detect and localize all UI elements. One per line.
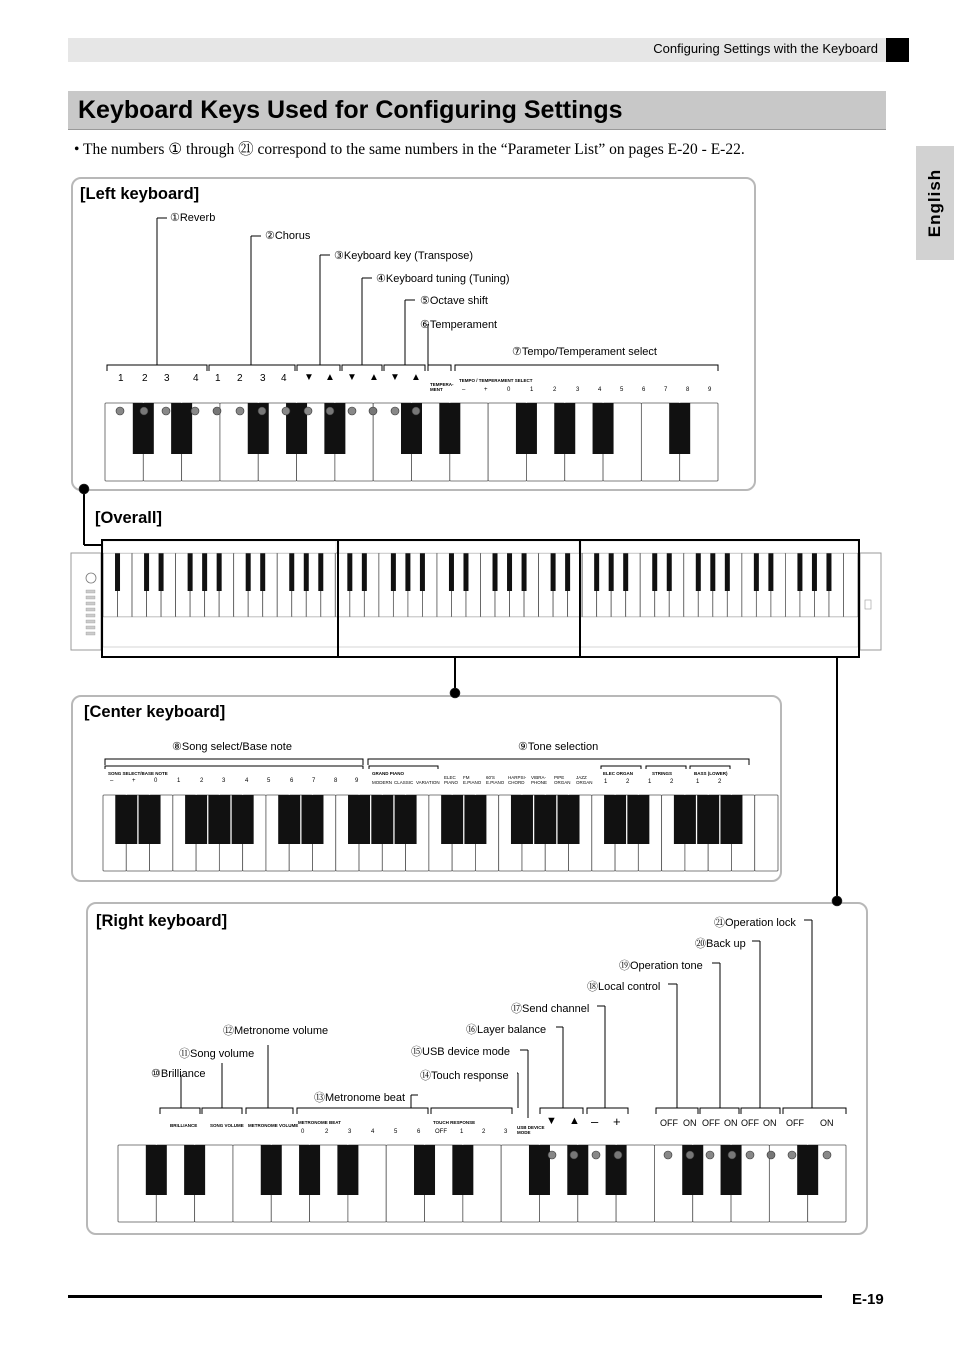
key-number: 1	[215, 373, 221, 384]
key-marker	[570, 1151, 578, 1159]
black-key	[144, 553, 149, 591]
temperament-key-label: TEMPERA- MENT	[430, 382, 454, 392]
callout-usb-device-mode: ⑮USB device mode	[411, 1046, 511, 1058]
key-marker	[664, 1151, 672, 1159]
black-key	[208, 795, 230, 844]
group-bracket	[368, 759, 749, 765]
group-bracket	[700, 1108, 739, 1114]
off-label: OFF	[660, 1118, 678, 1128]
key-marker	[348, 407, 356, 415]
black-key	[414, 1145, 435, 1195]
callout-local-control: ⑱Local control	[587, 981, 661, 993]
black-key	[627, 795, 649, 844]
overall-section-strip	[103, 541, 336, 553]
key-marker	[369, 407, 377, 415]
group-bracket	[107, 365, 207, 371]
callout-operation-tone: ⑲Operation tone	[619, 960, 703, 972]
group-bracket	[587, 1108, 628, 1114]
key-number: 4	[193, 373, 199, 384]
black-key	[299, 1145, 320, 1195]
key-marker	[706, 1151, 714, 1159]
black-key	[420, 553, 425, 591]
overall-section-strip	[339, 541, 579, 553]
key-marker	[326, 407, 334, 415]
metronome-beat-label: METRONOME BEAT	[298, 1120, 341, 1125]
black-key	[439, 403, 460, 454]
black-key	[696, 553, 701, 591]
song-select-label: SONG SELECT/BASE NOTE	[108, 771, 168, 776]
black-key	[278, 795, 300, 844]
footer-rule	[68, 1295, 822, 1298]
tone-label: 1	[648, 779, 652, 785]
black-key	[405, 553, 410, 591]
black-key	[289, 553, 294, 591]
callout-metronome-volume: ⑫Metronome volume	[223, 1025, 329, 1037]
arrow-down: ▼	[304, 372, 314, 383]
black-key	[115, 553, 120, 591]
tone-label: VIBRA- PHONE	[531, 775, 548, 785]
tone-label: 2	[670, 779, 674, 785]
group-bracket	[105, 766, 363, 769]
tempo-key: 8	[686, 387, 690, 393]
black-key	[318, 553, 323, 591]
group-bracket	[246, 1108, 293, 1114]
group-bracket	[160, 1108, 200, 1114]
group-bracket	[656, 1108, 698, 1114]
black-key	[567, 1145, 588, 1195]
off-label: OFF	[741, 1118, 759, 1128]
black-key	[754, 553, 759, 591]
panel-button-icon	[86, 614, 95, 617]
key-marker	[767, 1151, 775, 1159]
callout-reverb: ①Reverb	[170, 212, 216, 224]
black-key	[391, 553, 396, 591]
touch-key: 1	[460, 1129, 464, 1135]
callout-song-select: ⑧Song select/Base note	[172, 741, 292, 753]
black-key	[493, 553, 498, 591]
song-key: 8	[334, 778, 338, 784]
black-key	[246, 553, 251, 591]
callout-send-channel: ⑰Send channel	[511, 1003, 590, 1015]
black-key	[604, 795, 626, 844]
tempo-select-label: TEMPO / TEMPERAMENT SELECT	[459, 378, 533, 383]
metronome-volume-label: METRONOME VOLUME	[248, 1123, 299, 1128]
black-key	[534, 795, 556, 844]
key-marker	[614, 1151, 622, 1159]
black-key	[171, 403, 192, 454]
group-bracket	[601, 766, 641, 769]
group-bracket	[690, 766, 730, 769]
key-number: 3	[260, 373, 266, 384]
group-label: BASS (LOWER)	[694, 771, 728, 776]
arrow-down: ▼	[390, 372, 400, 383]
group-bracket	[646, 766, 686, 769]
group-bracket	[455, 365, 718, 371]
panel-button-icon	[86, 596, 95, 599]
tone-label: HARPSI- CHORD	[508, 775, 527, 785]
arrow-up: ▲	[369, 372, 379, 383]
black-key	[159, 553, 164, 591]
tempo-key: –	[462, 387, 466, 393]
tempo-key: 6	[642, 387, 646, 393]
key-number: 1	[118, 373, 124, 384]
panel-button-icon	[86, 626, 95, 629]
connector-dot	[450, 688, 460, 698]
black-key	[652, 553, 657, 591]
key-marker	[140, 407, 148, 415]
black-key	[202, 553, 207, 591]
tone-label: 60'S E.PIANO	[486, 775, 505, 785]
black-key	[797, 1145, 818, 1195]
white-key	[755, 795, 778, 871]
plus-key: +	[613, 1114, 621, 1129]
black-key	[395, 795, 417, 844]
group-bracket	[783, 1108, 846, 1114]
touch-key: 3	[504, 1129, 508, 1135]
tone-label: 1	[696, 779, 700, 785]
song-key: 3	[222, 778, 226, 784]
black-key	[594, 553, 599, 591]
key-marker	[788, 1151, 796, 1159]
panel-button-icon	[86, 632, 95, 635]
black-key	[522, 553, 527, 591]
minus-key: –	[591, 1114, 599, 1129]
arrow-up: ▲	[569, 1115, 580, 1127]
key-marker	[412, 407, 420, 415]
song-key: 9	[355, 778, 359, 784]
piano-right-cap	[860, 553, 881, 650]
tempo-key: 0	[507, 387, 511, 393]
black-key	[463, 553, 468, 591]
callout-operation-lock: ㉑Operation lock	[714, 917, 796, 929]
beat-key: 6	[417, 1129, 421, 1135]
black-key	[452, 1145, 473, 1195]
callout-metronome-beat: ⑬Metronome beat	[314, 1092, 406, 1104]
black-key	[217, 553, 222, 591]
key-marker	[391, 407, 399, 415]
song-key: +	[132, 778, 136, 784]
group-bracket	[369, 766, 438, 769]
black-key	[188, 553, 193, 591]
callout-touch-response: ⑭Touch response	[420, 1070, 509, 1082]
key-number: 3	[164, 373, 170, 384]
center-keyboard-title: [Center keyboard]	[84, 703, 226, 721]
callout-back-up: ⑳Back up	[695, 938, 746, 950]
black-key	[301, 795, 323, 844]
on-label: ON	[763, 1118, 777, 1128]
black-key	[551, 553, 556, 591]
panel-button-icon	[86, 590, 95, 593]
key-marker	[686, 1151, 694, 1159]
black-key	[184, 1145, 205, 1195]
black-key	[362, 553, 367, 591]
off-label: OFF	[786, 1118, 804, 1128]
group-label: ELEC ORGAN	[603, 771, 634, 776]
language-tab-label: English	[925, 168, 944, 238]
tone-label: ELEC PIANO	[444, 775, 459, 785]
beat-key: 0	[301, 1129, 305, 1135]
key-number: 2	[237, 373, 243, 384]
right-keyboard-title: [Right keyboard]	[96, 912, 228, 930]
black-key	[449, 553, 454, 591]
touch-key: 2	[482, 1129, 486, 1135]
key-marker	[116, 407, 124, 415]
key-marker	[746, 1151, 754, 1159]
white-key	[843, 553, 858, 617]
song-key: 5	[267, 778, 271, 784]
black-key	[232, 795, 254, 844]
key-number: 4	[281, 373, 287, 384]
tempo-key: 7	[664, 387, 668, 393]
group-bracket	[209, 365, 295, 371]
black-key	[623, 553, 628, 591]
black-key	[304, 553, 309, 591]
black-key	[768, 553, 773, 591]
key-marker	[548, 1151, 556, 1159]
black-key	[667, 553, 672, 591]
beat-key: 2	[325, 1129, 329, 1135]
group-bracket	[297, 365, 340, 371]
key-number: 2	[142, 373, 148, 384]
song-key: 4	[245, 778, 249, 784]
tone-label: JAZZ ORGAN	[576, 775, 593, 785]
group-bracket	[105, 759, 363, 765]
beat-key: 3	[348, 1129, 352, 1135]
black-key	[139, 795, 161, 844]
grand-piano-label: GRAND PIANO	[372, 771, 405, 776]
panel-button-icon	[86, 620, 95, 623]
black-key	[565, 553, 570, 591]
black-key	[347, 553, 352, 591]
black-key	[441, 795, 463, 844]
beat-key: 4	[371, 1129, 375, 1135]
usb-device-mode-label: USB DEVICE MODE	[517, 1125, 545, 1135]
group-bracket	[297, 1108, 428, 1114]
callout-brilliance: ⑩Brilliance	[151, 1068, 206, 1080]
beat-key: 5	[394, 1129, 398, 1135]
intro-note: • The numbers ① through ㉑ correspond to the same numbers in the “Parameter List” on pages E-20 - E-22.	[74, 141, 745, 158]
key-marker	[823, 1151, 831, 1159]
callout-transpose: ③Keyboard key (Transpose)	[334, 250, 474, 262]
key-marker	[304, 407, 312, 415]
black-key	[669, 403, 690, 454]
brilliance-label: BRILLIANCE	[170, 1123, 198, 1128]
group-bracket	[384, 365, 425, 371]
callout-chorus: ②Chorus	[265, 230, 311, 242]
section-header: Configuring Settings with the Keyboard	[653, 41, 878, 56]
song-volume-label: SONG VOLUME	[210, 1123, 244, 1128]
tempo-key: 5	[620, 387, 624, 393]
arrow-up: ▲	[325, 372, 335, 383]
key-marker	[258, 407, 266, 415]
tone-label: FM E.PIANO	[463, 775, 482, 785]
black-key	[554, 403, 575, 454]
tempo-key: 4	[598, 387, 602, 393]
callout-song-volume: ⑪Song volume	[179, 1048, 255, 1060]
black-key	[812, 553, 817, 591]
piano-left-cap	[71, 553, 101, 650]
black-key	[507, 553, 512, 591]
page-number: E-19	[852, 1291, 884, 1308]
panel-button-icon	[86, 602, 95, 605]
group-bracket	[741, 1108, 780, 1114]
tone-label: PIPE ORGAN	[554, 775, 571, 785]
song-key: 1	[177, 778, 181, 784]
key-marker	[213, 407, 221, 415]
connector-dot	[79, 484, 89, 494]
group-bracket	[428, 365, 451, 371]
black-key	[146, 1145, 167, 1195]
tempo-key: 2	[553, 387, 557, 393]
song-key: 2	[200, 778, 204, 784]
black-key	[826, 553, 831, 591]
black-key	[185, 795, 207, 844]
key-marker	[592, 1151, 600, 1159]
black-key	[348, 795, 370, 844]
black-key	[260, 553, 265, 591]
black-key	[674, 795, 696, 844]
on-label: ON	[724, 1118, 738, 1128]
tone-label: CLASSIC	[394, 780, 414, 785]
callout-tuning: ④Keyboard tuning (Tuning)	[376, 273, 510, 285]
callout-tone-selection: ⑨Tone selection	[518, 741, 599, 753]
song-key: 7	[312, 778, 316, 784]
arrow-up: ▲	[411, 372, 421, 383]
off-label: OFF	[702, 1118, 720, 1128]
black-key	[511, 795, 533, 844]
group-bracket	[202, 1108, 242, 1114]
black-key	[464, 795, 486, 844]
black-key	[710, 553, 715, 591]
tone-label: 2	[626, 779, 630, 785]
song-key: 0	[154, 778, 158, 784]
black-key	[529, 1145, 550, 1195]
key-marker	[236, 407, 244, 415]
song-key: –	[110, 778, 114, 784]
group-bracket	[431, 1108, 512, 1114]
tempo-key: 3	[576, 387, 580, 393]
key-marker	[282, 407, 290, 415]
callout-tempo-select: ⑦Tempo/Temperament select	[512, 346, 657, 358]
black-key	[797, 553, 802, 591]
black-key	[516, 403, 537, 454]
black-key	[697, 795, 719, 844]
key-marker	[191, 407, 199, 415]
arrow-down: ▼	[347, 372, 357, 383]
black-key	[720, 795, 742, 844]
tempo-key: 1	[530, 387, 534, 393]
panel-button-icon	[86, 608, 95, 611]
touch-key: OFF	[435, 1129, 447, 1135]
connector-dot	[832, 896, 842, 906]
page-title: Keyboard Keys Used for Configuring Settings	[78, 96, 623, 124]
piano-key-front	[103, 617, 858, 647]
callout-layer-balance: ⑯Layer balance	[466, 1024, 547, 1036]
tone-label: 2	[718, 779, 722, 785]
tempo-key: 9	[708, 387, 712, 393]
arrow-down: ▼	[546, 1115, 557, 1127]
on-label: ON	[820, 1118, 834, 1128]
black-key	[261, 1145, 282, 1195]
group-bracket	[342, 365, 382, 371]
group-bracket	[540, 1108, 583, 1114]
overall-section-strip	[581, 541, 858, 553]
group-label: STRINGS	[652, 771, 673, 776]
black-key	[725, 553, 730, 591]
black-key	[609, 553, 614, 591]
black-key	[371, 795, 393, 844]
tempo-key: +	[484, 387, 488, 393]
on-label: ON	[683, 1118, 697, 1128]
black-key	[115, 795, 137, 844]
overall-title: [Overall]	[95, 509, 162, 527]
callout-temperament: ⑥Temperament	[420, 319, 498, 331]
key-marker	[162, 407, 170, 415]
key-marker	[728, 1151, 736, 1159]
callout-octave-shift: ⑤Octave shift	[420, 295, 488, 307]
left-keyboard-title: [Left keyboard]	[80, 185, 200, 203]
tone-label: MODERN	[372, 780, 392, 785]
tone-label: 1	[604, 779, 608, 785]
black-key	[593, 403, 614, 454]
black-key	[558, 795, 580, 844]
touch-response-label: TOUCH RESPONSE	[433, 1120, 476, 1125]
black-key	[337, 1145, 358, 1195]
tone-label: VARIATION	[416, 780, 440, 785]
song-key: 6	[290, 778, 294, 784]
